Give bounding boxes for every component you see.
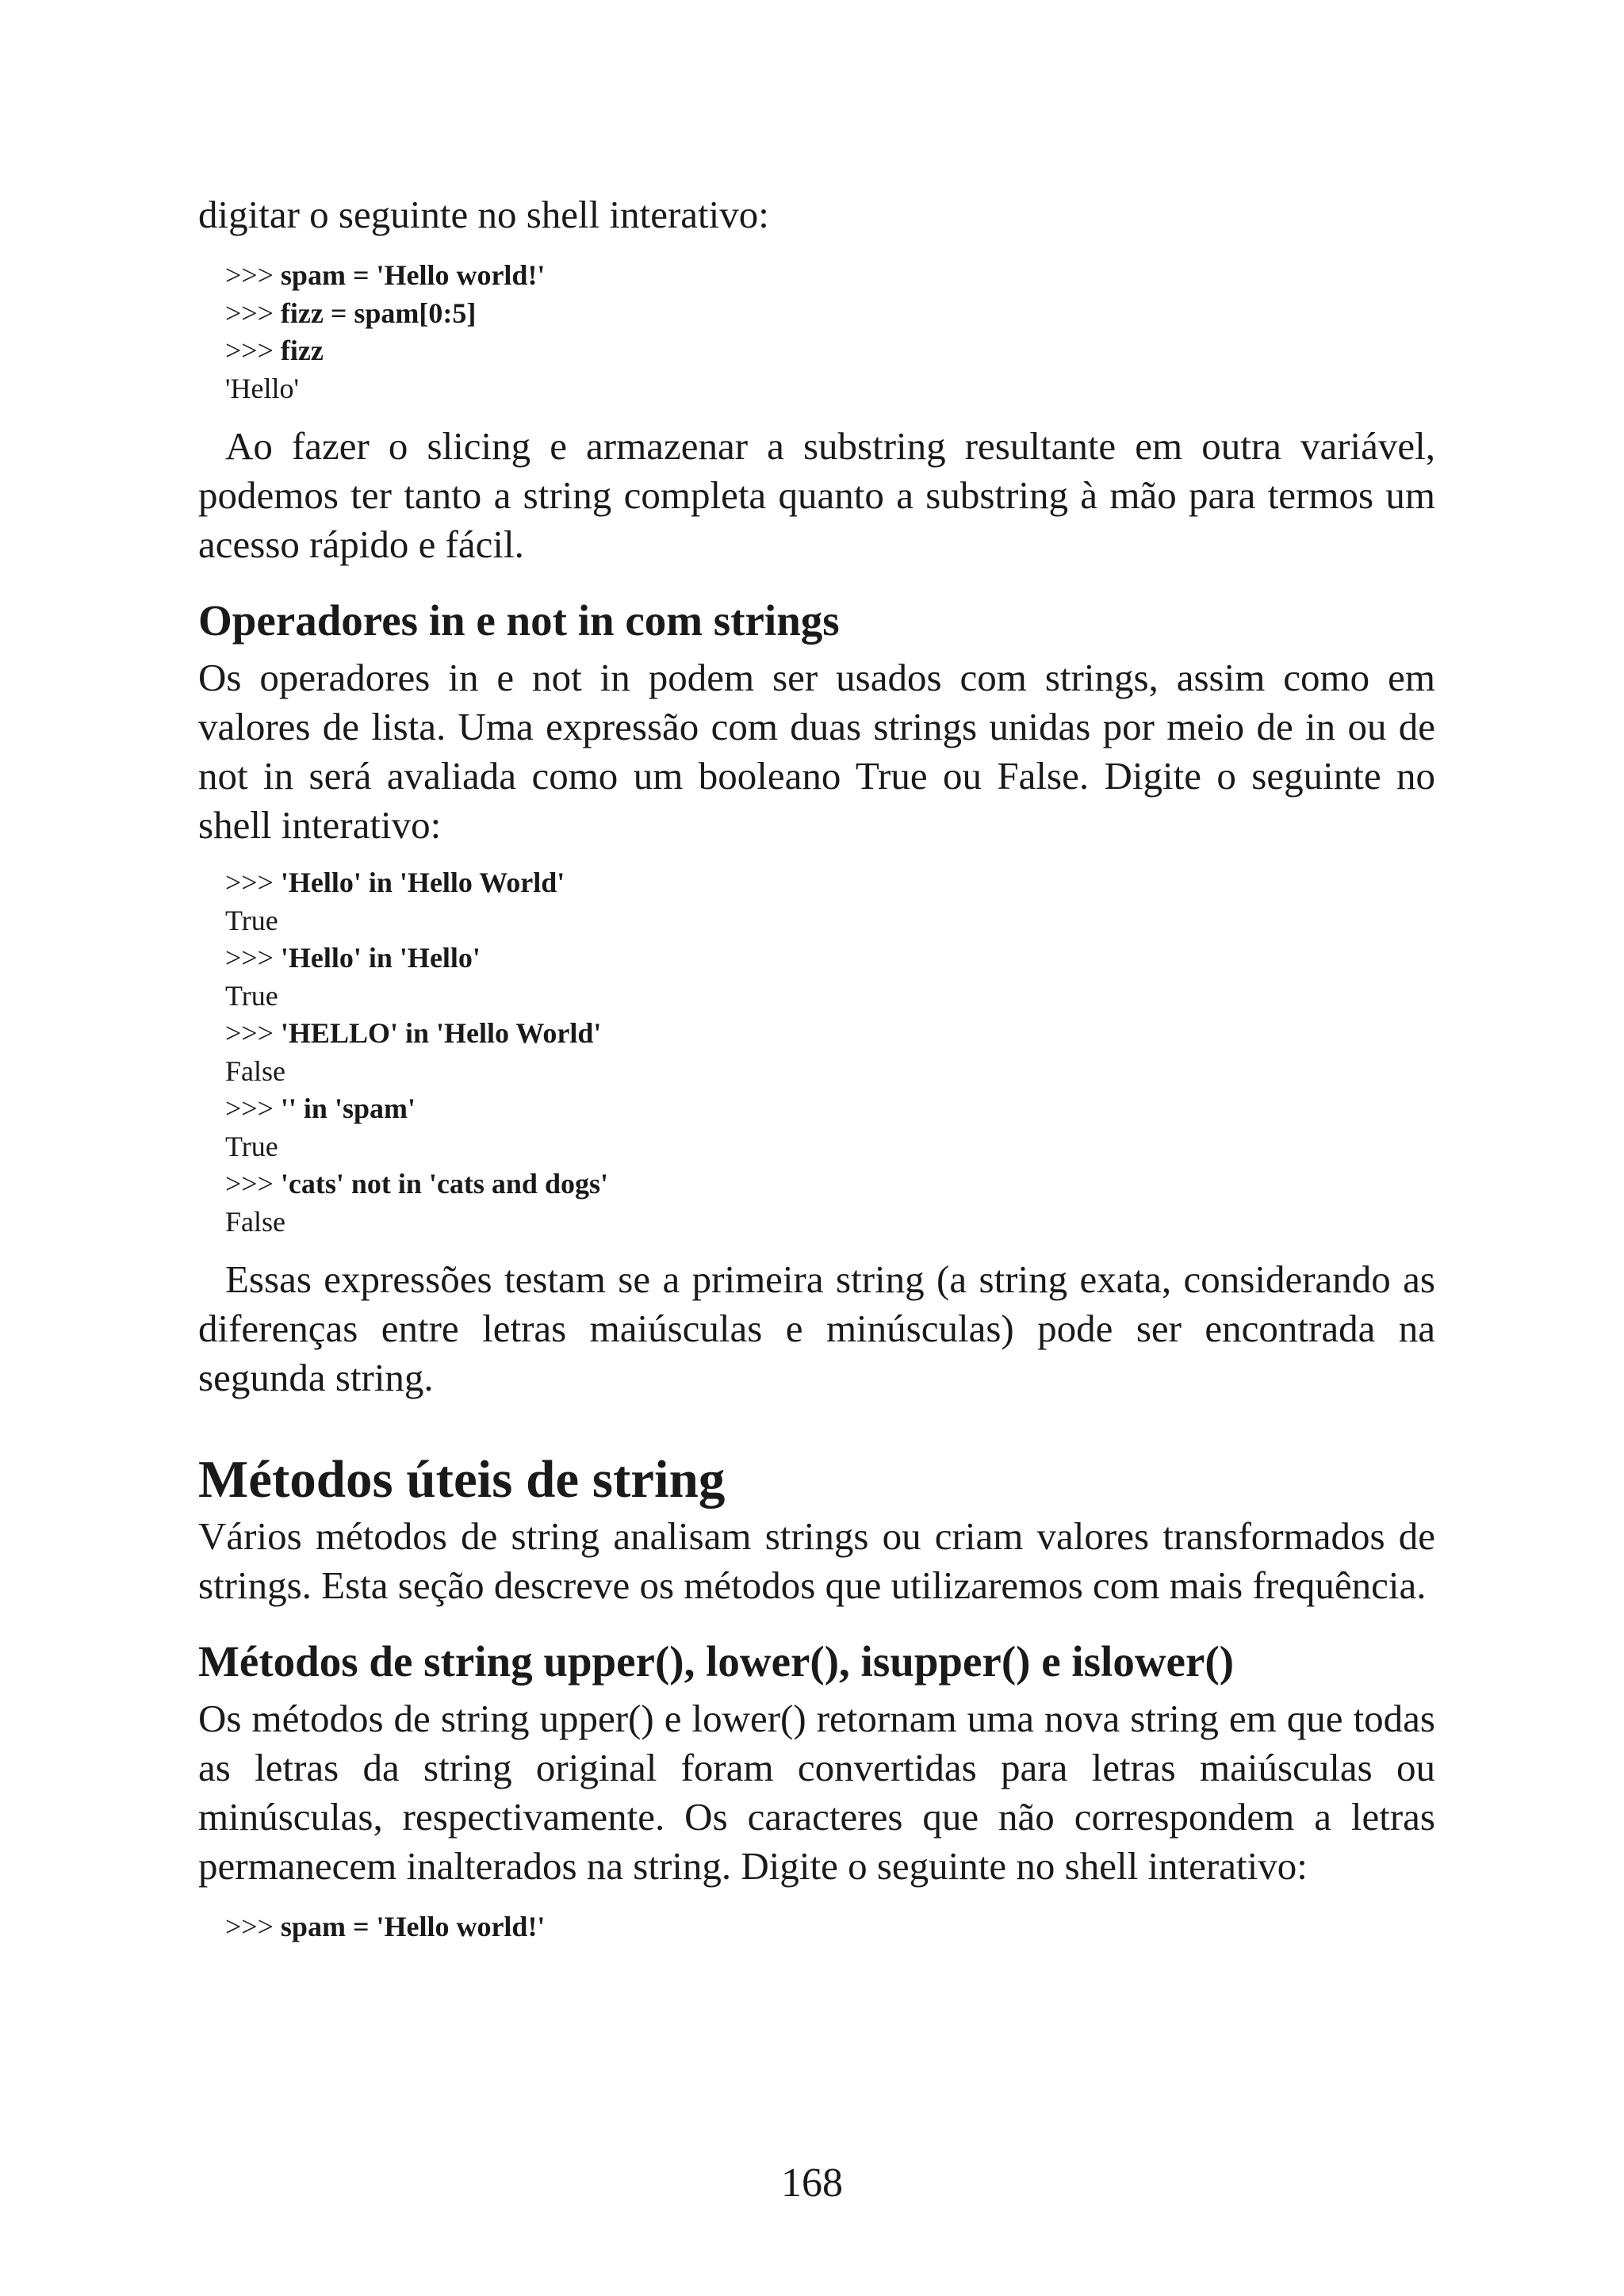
code-output-text: False bbox=[225, 1054, 285, 1087]
code-command: '' in 'spam' bbox=[280, 1093, 416, 1124]
code-line bbox=[225, 1015, 1435, 1053]
paragraph-in-explanation: Essas expressões testam se a primeira string (a string exata, considerando as diferenças entre letras maiúsculas e minúsculas) pode ser encontrada na segunda string. bbox=[198, 1257, 1435, 1399]
chapter-heading-string-methods: Métodos úteis de string bbox=[198, 1450, 726, 1509]
code-command: 'Hello' in 'Hello' bbox=[280, 942, 481, 974]
code-command: spam = 'Hello world!' bbox=[280, 259, 546, 291]
code-block-slicing bbox=[225, 257, 1435, 408]
code-line bbox=[225, 1090, 1435, 1128]
paragraph-in-operators: Os operadores in e not in podem ser usados com strings, assim como em valores de lista. Uma expressão com duas strings unidas por meio de in ou de not in será avaliada como um booleano True ou False. Digite o seguinte no shell interativo: bbox=[198, 656, 1435, 847]
code-command: 'cats' not in 'cats and dogs' bbox=[280, 1168, 608, 1200]
page-number: 168 bbox=[781, 2160, 843, 2206]
code-output-text: True bbox=[225, 979, 278, 1012]
paragraph-string-methods: Vários métodos de string analisam strings ou criam valores transformados de strings. Esta seção descreve os métodos que utilizaremos com mais frequência. bbox=[198, 1514, 1435, 1607]
code-line bbox=[225, 939, 1435, 978]
code-command: spam = 'Hello world!' bbox=[280, 1911, 546, 1942]
code-output-text: 'Hello' bbox=[225, 372, 299, 404]
code-output bbox=[225, 978, 1435, 1016]
section-heading-in-operators: Operadores in e not in com strings bbox=[198, 596, 840, 645]
code-block-upper bbox=[225, 1908, 1435, 1946]
page-content bbox=[198, 190, 1435, 1946]
code-command: fizz bbox=[280, 335, 324, 366]
code-command: 'Hello' in 'Hello World' bbox=[280, 867, 565, 898]
code-output bbox=[225, 1128, 1435, 1166]
intro-line: digitar o seguinte no shell interativo: bbox=[198, 193, 769, 236]
code-prompt: >>> bbox=[225, 1017, 281, 1049]
code-output bbox=[225, 370, 1435, 408]
code-line bbox=[225, 864, 1435, 902]
code-prompt: >>> bbox=[225, 942, 281, 974]
code-output bbox=[225, 1203, 1435, 1242]
code-line bbox=[225, 295, 1435, 333]
code-line bbox=[225, 257, 1435, 295]
code-prompt: >>> bbox=[225, 335, 281, 366]
code-prompt: >>> bbox=[225, 867, 281, 898]
paragraph-slicing: Ao fazer o slicing e armazenar a substring resultante em outra variável, podemos ter tanto a string completa quanto a substring à mão para termos um acesso rápido e fácil. bbox=[198, 424, 1435, 566]
code-output bbox=[225, 902, 1435, 940]
code-prompt: >>> bbox=[225, 259, 281, 291]
code-output-text: False bbox=[225, 1205, 285, 1238]
code-block-in-operators bbox=[225, 864, 1435, 1241]
code-prompt: >>> bbox=[225, 1911, 281, 1942]
code-line bbox=[225, 332, 1435, 370]
code-output bbox=[225, 1053, 1435, 1091]
code-line bbox=[225, 1165, 1435, 1203]
code-prompt: >>> bbox=[225, 297, 281, 329]
code-line bbox=[225, 1908, 1435, 1946]
section-heading-upper-lower: Métodos de string upper(), lower(), isupper() e islower() bbox=[198, 1637, 1235, 1686]
code-output-text: True bbox=[225, 904, 278, 936]
code-output-text: True bbox=[225, 1130, 278, 1162]
code-prompt: >>> bbox=[225, 1168, 281, 1200]
code-command: 'HELLO' in 'Hello World' bbox=[280, 1017, 602, 1049]
code-prompt: >>> bbox=[225, 1093, 281, 1124]
code-command: fizz = spam[0:5] bbox=[280, 297, 477, 329]
paragraph-upper-lower: Os métodos de string upper() e lower() retornam uma nova string em que todas as letras da string original foram convertidas para letras maiúsculas ou minúsculas, respectivamente. Os caracteres que não correspondem a letras permanecem inalterados na string. Digite o seguinte no shell interativo: bbox=[198, 1697, 1435, 1888]
